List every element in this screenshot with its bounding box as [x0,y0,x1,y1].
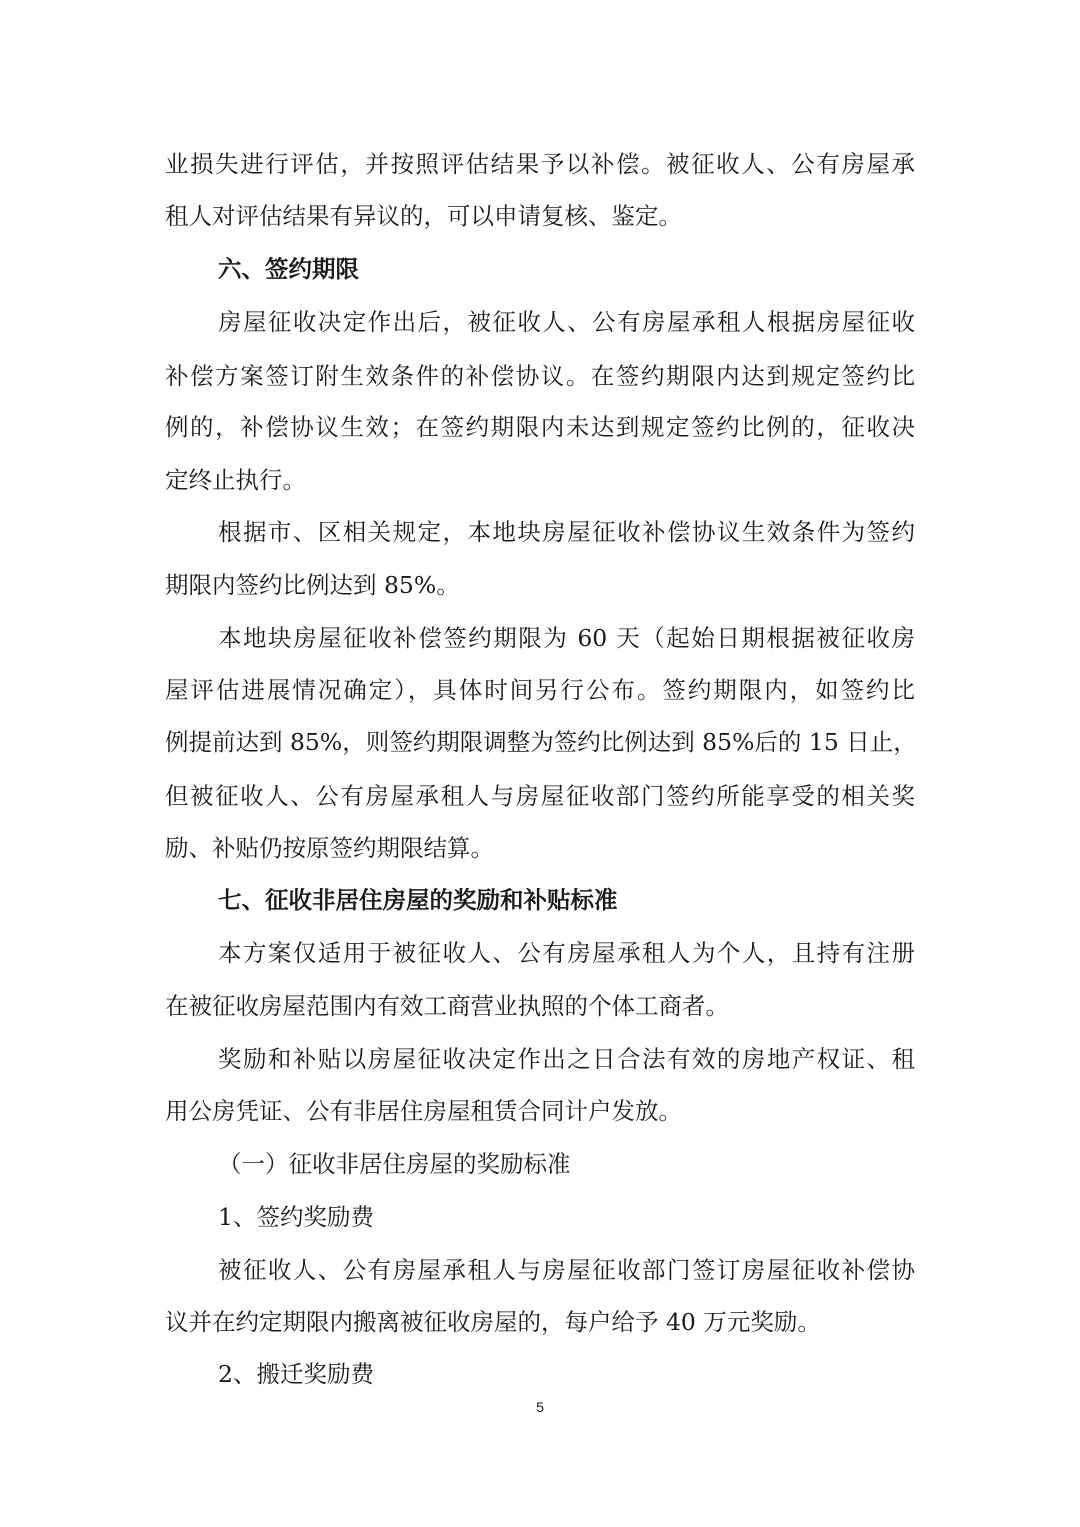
body-line: 本方案仅适用于被征收人、公有房屋承租人为个人，且持有注册 [218,939,915,967]
body-line: 租人对评估结果有异议的，可以申请复核、鉴定。 [165,202,682,230]
body-line: 例提前达到 85%，则签约期限调整为签约比例达到 85%后的 15 日止， [165,728,917,756]
body-line: 屋评估进展情况确定），具体时间另行公布。签约期限内，如签约比 [165,676,915,704]
body-line: 房屋征收决定作出后，被征收人、公有房屋承租人根据房屋征收 [218,308,915,336]
page-number: 5 [536,1399,544,1415]
subsection-heading: （一）征收非居住房屋的奖励标准 [218,1150,571,1178]
body-line: 被征收人、公有房屋承租人与房屋征收部门签订房屋征收补偿协 [218,1256,915,1284]
body-line: 在被征收房屋范围内有效工商营业执照的个体工商者。 [165,992,729,1020]
body-line: 励、补贴仍按原签约期限结算。 [165,834,494,862]
section-heading-6: 六、签约期限 [218,255,359,283]
body-line: 用公房凭证、公有非居住房屋租赁合同计户发放。 [165,1097,682,1125]
body-line: 根据市、区相关规定，本地块房屋征收补偿协议生效条件为签约 [218,518,915,546]
section-heading-7: 七、征收非居住房屋的奖励和补贴标准 [218,886,618,914]
body-line: 补偿方案签订附生效条件的补偿协议。在签约期限内达到规定签约比 [165,362,915,390]
body-line: 业损失进行评估，并按照评估结果予以补偿。被征收人、公有房屋承 [165,150,915,178]
body-line: 定终止执行。 [165,466,306,494]
body-line: 期限内签约比例达到 85%。 [165,571,460,599]
body-line: 例的，补偿协议生效；在签约期限内未达到规定签约比例的，征收决 [165,413,915,441]
body-line: 但被征收人、公有房屋承租人与房屋征收部门签约所能享受的相关奖 [165,782,915,810]
item-heading: 2、搬迁奖励费 [218,1360,374,1388]
item-heading: 1、签约奖励费 [218,1203,374,1231]
body-line: 奖励和补贴以房屋征收决定作出之日合法有效的房地产权证、租 [218,1045,915,1073]
body-line: 议并在约定期限内搬离被征收房屋的，每户给予 40 万元奖励。 [165,1308,821,1336]
body-line: 本地块房屋征收补偿签约期限为 60 天（起始日期根据被征收房 [218,624,915,652]
